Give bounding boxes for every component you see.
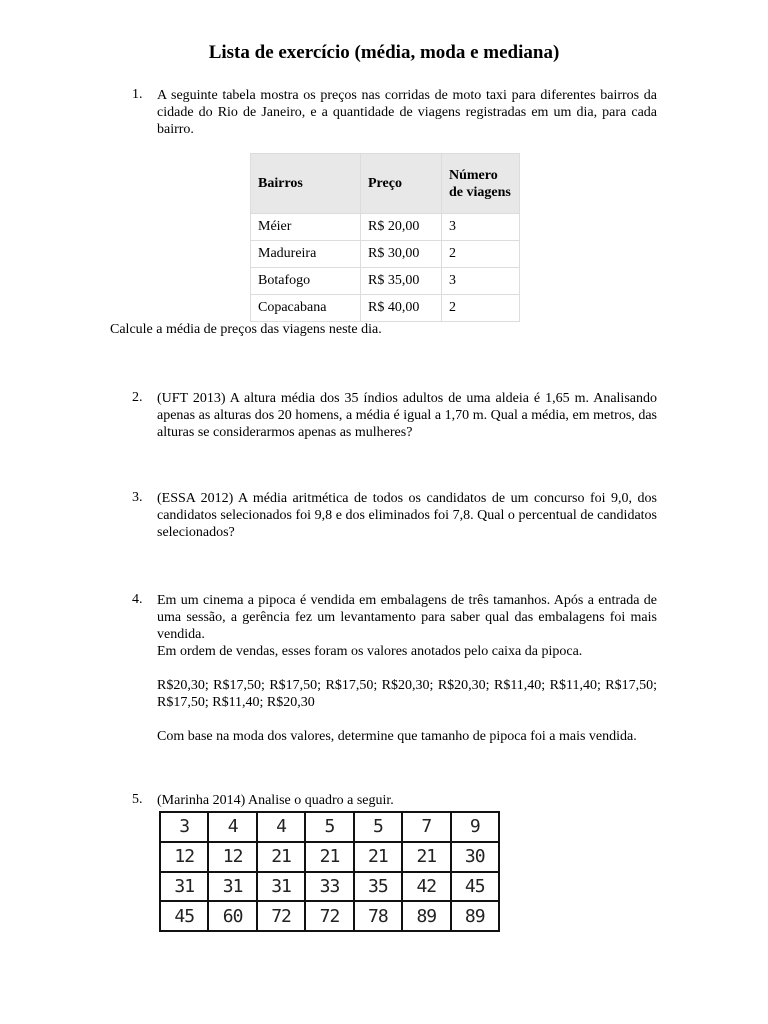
col-header-viagens: Número de viagens [442,154,520,214]
q4-text [157,592,657,745]
grid-cell: 35 [354,872,402,902]
grid-row [160,812,499,842]
table-row [251,214,520,241]
q4-values: R$20,30; R$17,50; R$17,50; R$17,50; R$20,30; R$20,30; R$11,40; R$11,40; R$17,50; R$17,50; R$11,40; R$20,30 [157,678,657,710]
grid-cell: 9 [451,812,499,842]
grid-cell: 4 [208,812,256,842]
q1-instruction: Calcule a média de preços das viagens neste dia. [110,322,382,337]
q4-number: 4. [132,592,143,607]
grid-cell: 89 [451,901,499,931]
grid-cell: 72 [257,901,305,931]
grid-cell: 30 [451,842,499,872]
grid-cell: 21 [305,842,353,872]
grid-cell: 4 [257,812,305,842]
cell-bairro: Copacabana [251,295,361,322]
cell-bairro: Madureira [251,241,361,268]
grid-cell: 78 [354,901,402,931]
grid-cell: 31 [257,872,305,902]
grid-row [160,872,499,902]
grid-cell: 21 [257,842,305,872]
grid-cell: 31 [160,872,208,902]
q1-text: A seguinte tabela mostra os preços nas corridas de moto taxi para diferentes bairros da cidade do Rio de Janeiro, e a quantidade de viagens registradas em um dia, para cada bairro. [157,88,657,137]
grid-cell: 5 [305,812,353,842]
q4-paragraph-2: Em ordem de vendas, esses foram os valores anotados pelo caixa da pipoca. [157,644,583,659]
col-header-bairros: Bairros [251,154,361,214]
q5-number: 5. [132,792,143,807]
cell-preco: R$ 35,00 [361,268,442,295]
col-header-preco: Preço [361,154,442,214]
grid-cell: 45 [160,901,208,931]
grid-cell: 72 [305,901,353,931]
table-row [251,241,520,268]
q3-number: 3. [132,490,143,505]
number-grid [159,811,500,932]
cell-preco: R$ 40,00 [361,295,442,322]
document-title: Lista de exercício (média, moda e mediana) [208,42,560,63]
grid-cell: 5 [354,812,402,842]
grid-cell: 33 [305,872,353,902]
q4-paragraph-3: Com base na moda dos valores, determine que tamanho de pipoca foi a mais vendida. [157,729,637,744]
cell-bairro: Botafogo [251,268,361,295]
grid-cell: 42 [402,872,450,902]
cell-preco: R$ 20,00 [361,214,442,241]
grid-row [160,842,499,872]
grid-cell: 21 [402,842,450,872]
table-row [251,268,520,295]
grid-cell: 12 [160,842,208,872]
cell-viagens: 3 [442,268,520,295]
table-row [251,295,520,322]
cell-bairro: Méier [251,214,361,241]
q4-paragraph-1: Em um cinema a pipoca é vendida em embalagens de três tamanhos. Após a entrada de uma sessão, a gerência fez um levantamento para saber qual das embalagens foi mais vendida. [157,593,657,642]
q2-text: (UFT 2013) A altura média dos 35 índios adultos de uma aldeia é 1,65 m. Analisando apenas as alturas dos 20 homens, a média é igual a 1,70 m. Qual a média, em metros, das alturas se considerarmos apenas as mulheres? [157,391,657,440]
grid-cell: 3 [160,812,208,842]
grid-cell: 31 [208,872,256,902]
cell-viagens: 3 [442,214,520,241]
grid-row [160,901,499,931]
grid-cell: 21 [354,842,402,872]
grid-cell: 45 [451,872,499,902]
prices-table [250,153,520,322]
q5-text: (Marinha 2014) Analise o quadro a seguir. [157,793,394,808]
q2-number: 2. [132,390,143,405]
cell-viagens: 2 [442,295,520,322]
cell-preco: R$ 30,00 [361,241,442,268]
grid-cell: 89 [402,901,450,931]
cell-viagens: 2 [442,241,520,268]
grid-cell: 60 [208,901,256,931]
grid-cell: 7 [402,812,450,842]
q3-text: (ESSA 2012) A média aritmética de todos os candidatos de um concurso foi 9,0, dos candidatos selecionados foi 9,8 e dos eliminados foi 7,8. Qual o percentual de candidatos selecionados? [157,491,657,540]
q1-number: 1. [132,87,143,102]
grid-cell: 12 [208,842,256,872]
